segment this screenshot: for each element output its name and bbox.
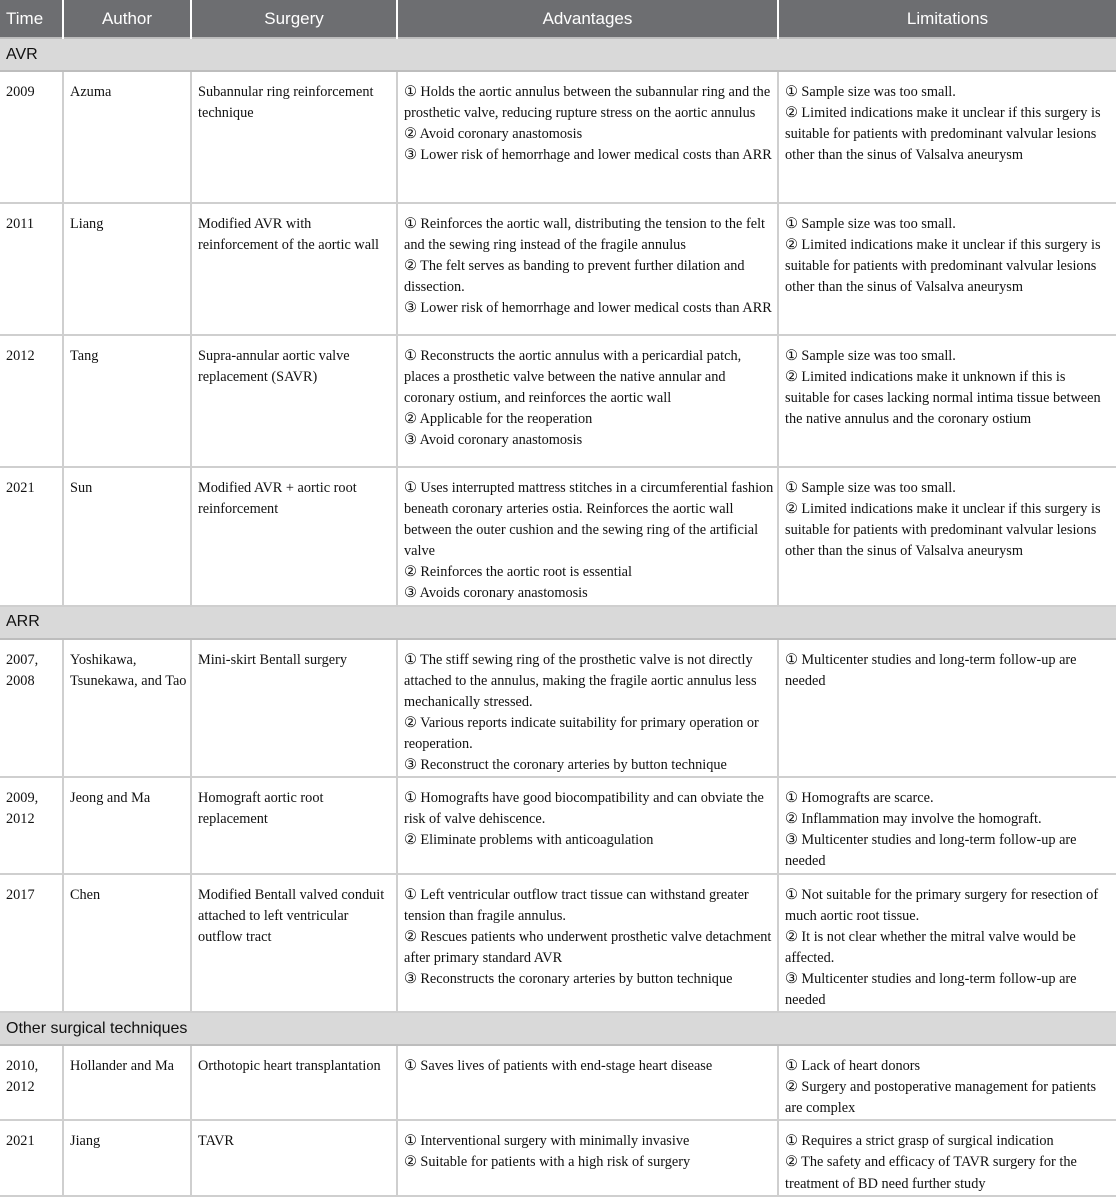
cell-time: 2012 (0, 335, 63, 467)
section-title: AVR (0, 38, 1116, 71)
cell-time: 2011 (0, 203, 63, 335)
advantage-item: ② Avoid coronary anastomosis (404, 126, 583, 143)
advantage-item: ① Holds the aortic annulus between the subannular ring and the prosthetic valve, reducing rupture stress on the aortic annulus (404, 84, 771, 122)
advantage-item: ② The felt serves as banding to prevent further dilation and dissection. (404, 258, 745, 296)
limitation-item: ① Not suitable for the primary surgery for resection of much aortic root tissue. (785, 886, 1099, 924)
cell-time: 2010, 2012 (0, 1045, 63, 1120)
cell-author: Jiang (63, 1120, 191, 1195)
table-row (0, 467, 1116, 606)
table-row (0, 71, 1116, 203)
limitation-item: ② Limited indications make it unclear if this surgery is suitable for patients with predominant valvular lesions other than the sinus of Valsalva aneurysm (785, 501, 1101, 560)
section-row (0, 606, 1116, 639)
limitation-item: ② Limited indications make it unclear if this surgery is suitable for patients with predominant valvular lesions other than the sinus of Valsalva aneurysm (785, 105, 1101, 164)
table-row (0, 874, 1116, 1013)
limitation-item: ③ Multicenter studies and long-term follow-up are needed (785, 832, 1077, 870)
limitation-item: ① Sample size was too small. (785, 348, 956, 364)
advantage-item: ② Eliminate problems with anticoagulation (404, 832, 654, 849)
cell-advantages (397, 874, 778, 1013)
cell-author: Azuma (63, 71, 191, 203)
limitation-item: ② Limited indications make it unclear if this surgery is suitable for patients with predominant valvular lesions other than the sinus of Valsalva aneurysm (785, 237, 1101, 296)
header-limitations: Limitations (778, 0, 1116, 38)
cell-time: 2021 (0, 1120, 63, 1195)
table-row (0, 335, 1116, 467)
advantage-item: ① Reinforces the aortic wall, distributing the tension to the felt and the sewing ring instead of the fragile annulus (404, 216, 766, 254)
cell-surgery: Modified AVR with reinforcement of the aortic wall (191, 203, 397, 335)
header-advantages: Advantages (397, 0, 778, 38)
advantage-item: ② Rescues patients who underwent prosthetic valve detachment after primary standard AVR (404, 928, 772, 966)
advantage-item: ① Left ventricular outflow tract tissue can withstand greater tension than fragile annulus. (404, 886, 749, 924)
cell-limitations (778, 467, 1116, 606)
table-body (0, 38, 1116, 1196)
table-row (0, 1045, 1116, 1120)
table-row (0, 777, 1116, 873)
cell-advantages (397, 1045, 778, 1120)
table-row (0, 639, 1116, 778)
cell-time: 2017 (0, 874, 63, 1013)
limitation-item: ① Homografts are scarce. (785, 790, 934, 807)
cell-author: Liang (63, 203, 191, 335)
cell-surgery: Orthotopic heart transplantation (191, 1045, 397, 1120)
cell-advantages (397, 203, 778, 335)
cell-surgery: Modified AVR + aortic root reinforcement (191, 467, 397, 606)
advantage-item: ① Saves lives of patients with end-stage heart disease (404, 1058, 713, 1075)
limitation-item: ① Lack of heart donors (785, 1058, 921, 1075)
cell-surgery: Mini-skirt Bentall surgery (191, 639, 397, 778)
table-header (0, 0, 1116, 38)
advantage-item: ② Suitable for patients with a high risk of surgery (404, 1154, 691, 1171)
cell-advantages (397, 1120, 778, 1195)
limitation-item: ② It is not clear whether the mitral valve would be affected. (785, 928, 1076, 966)
advantage-item: ② Various reports indicate suitability for primary operation or reoperation. (404, 714, 759, 752)
table-row (0, 1120, 1116, 1195)
cell-author: Chen (63, 874, 191, 1013)
limitation-item: ① Multicenter studies and long-term follow-up are needed (785, 651, 1077, 689)
limitation-item: ① Sample size was too small. (785, 84, 956, 100)
section-title: Other surgical techniques (0, 1012, 1116, 1045)
advantage-item: ② Applicable for the reoperation (404, 411, 593, 428)
cell-author: Hollander and Ma (63, 1045, 191, 1120)
advantage-item: ③ Reconstructs the coronary arteries by button technique (404, 970, 733, 987)
cell-limitations (778, 1120, 1116, 1195)
cell-limitations (778, 1045, 1116, 1120)
limitation-item: ② The safety and efficacy of TAVR surgery for the treatment of BD need further study (785, 1154, 1077, 1192)
advantage-item: ① Homografts have good biocompatibility and can obviate the risk of valve dehiscence. (404, 790, 764, 828)
cell-surgery: Subannular ring reinforcement technique (191, 71, 397, 203)
table-row (0, 203, 1116, 335)
section-row (0, 38, 1116, 71)
section-row (0, 1012, 1116, 1045)
header-row (0, 0, 1116, 38)
advantage-item: ① The stiff sewing ring of the prosthetic valve is not directly attached to the annulus, making the fragile aortic annulus less mechanically stressed. (404, 651, 757, 710)
cell-advantages (397, 639, 778, 778)
cell-author: Jeong and Ma (63, 777, 191, 873)
cell-time: 2009, 2012 (0, 777, 63, 873)
advantage-item: ① Reconstructs the aortic annulus with a pericardial patch, places a prosthetic valve between the native annular and coronary ostium, and reinforces the aortic wall (404, 348, 742, 407)
cell-limitations (778, 203, 1116, 335)
advantage-item: ① Uses interrupted mattress stitches in a circumferential fashion beneath coronary arteries ostia. Reinforces the aortic wall between the outer cushion and the sewing ring of the artificial valve (404, 480, 774, 560)
advantage-item: ③ Reconstruct the coronary arteries by button technique (404, 757, 727, 774)
limitation-item: ① Requires a strict grasp of surgical indication (785, 1133, 1054, 1150)
cell-time: 2009 (0, 71, 63, 203)
limitation-item: ① Sample size was too small. (785, 216, 956, 232)
cell-surgery: Homograft aortic root replacement (191, 777, 397, 873)
cell-surgery: Supra-annular aortic valve replacement (SAVR) (191, 335, 397, 467)
advantage-item: ③ Lower risk of hemorrhage and lower medical costs than ARR (404, 147, 772, 164)
cell-author: Sun (63, 467, 191, 606)
cell-advantages (397, 777, 778, 873)
header-author: Author (63, 0, 191, 38)
section-title: ARR (0, 606, 1116, 639)
advantage-item: ① Interventional surgery with minimally invasive (404, 1133, 690, 1150)
limitation-item: ② Inflammation may involve the homograft. (785, 811, 1042, 828)
cell-author: Yoshikawa, Tsunekawa, and Tao (63, 639, 191, 778)
limitation-item: ② Surgery and postoperative management for patients are complex (785, 1079, 1097, 1117)
advantage-item: ③ Lower risk of hemorrhage and lower medical costs than ARR (404, 300, 772, 317)
cell-advantages (397, 335, 778, 467)
cell-time: 2021 (0, 467, 63, 606)
cell-time: 2007, 2008 (0, 639, 63, 778)
advantage-item: ③ Avoids coronary anastomosis (404, 585, 588, 602)
cell-limitations (778, 335, 1116, 467)
cell-advantages (397, 467, 778, 606)
cell-limitations (778, 874, 1116, 1013)
limitation-item: ② Limited indications make it unknown if this is suitable for cases lacking normal intima tissue between the native annulus and the coronary ostium (785, 369, 1101, 428)
cell-advantages (397, 71, 778, 203)
cell-limitations (778, 71, 1116, 203)
header-time: Time (0, 0, 63, 38)
limitation-item: ① Sample size was too small. (785, 480, 956, 496)
cell-surgery: Modified Bentall valved conduit attached to left ventricular outflow tract (191, 874, 397, 1013)
header-surgery: Surgery (191, 0, 397, 38)
limitation-item: ③ Multicenter studies and long-term follow-up are needed (785, 970, 1077, 1008)
cell-limitations (778, 777, 1116, 873)
cell-surgery: TAVR (191, 1120, 397, 1195)
advantage-item: ③ Avoid coronary anastomosis (404, 432, 583, 449)
cell-limitations (778, 639, 1116, 778)
cell-author: Tang (63, 335, 191, 467)
advantage-item: ② Reinforces the aortic root is essential (404, 564, 632, 581)
